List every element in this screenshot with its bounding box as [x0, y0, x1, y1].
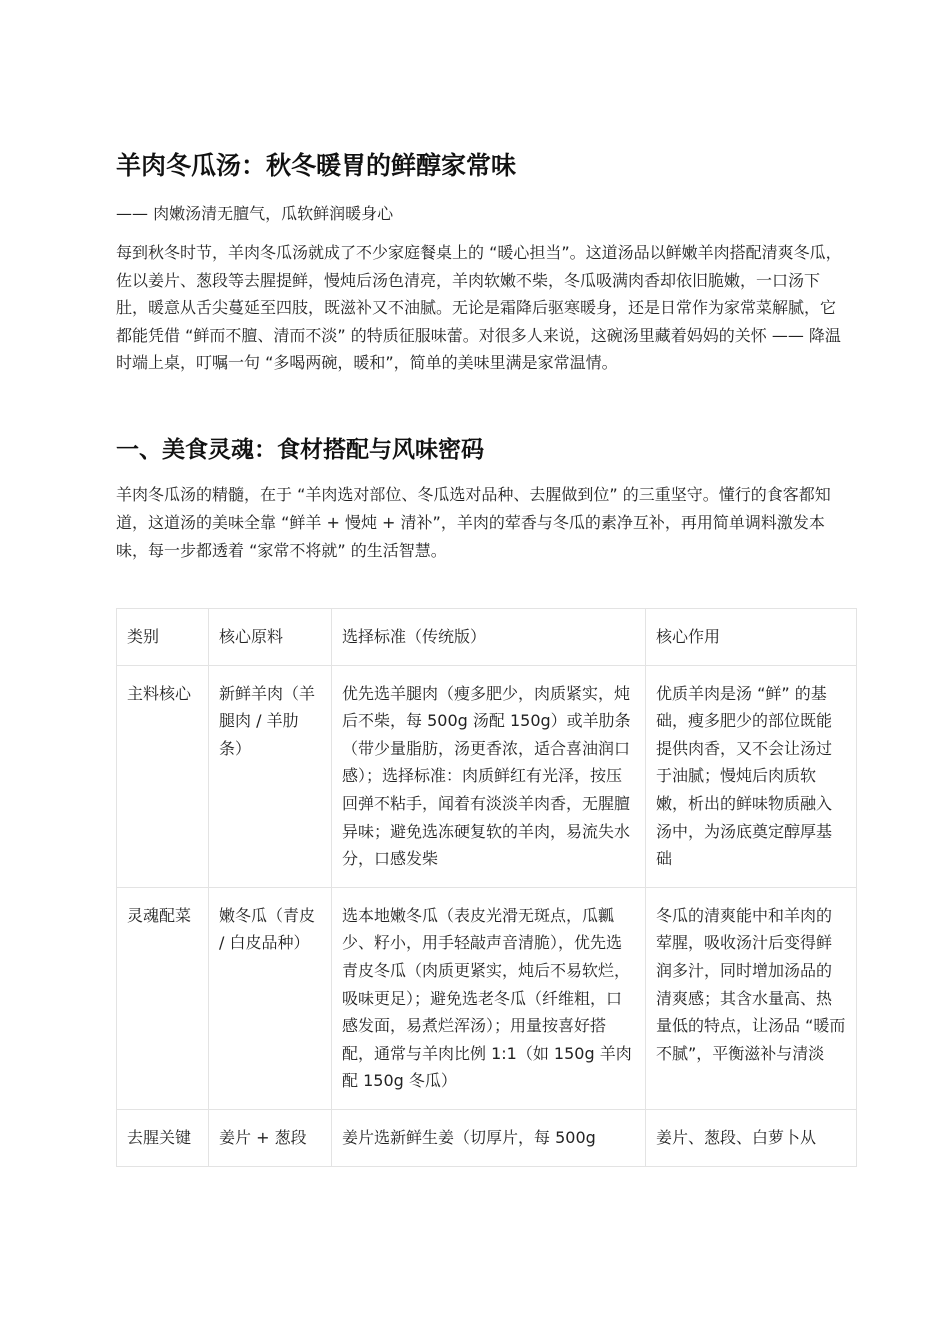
section-paragraph: 羊肉冬瓜汤的精髓，在于 “羊肉选对部位、冬瓜选对品种、去腥做到位” 的三重坚守。懂行的食客都知道，这道汤的美味全靠 “鲜羊 + 慢炖 + 清补”，羊肉的荤香与冬瓜的素净互补，再用简单调料激发本味，每一步都透着 “家常不将就” 的生活智慧。 [116, 485, 831, 560]
cell-standard: 选本地嫩冬瓜（表皮光滑无斑点，瓜瓤少、籽小，用手轻敲声音清脆），优先选青皮冬瓜（肉质更紧实，炖后不易软烂，吸味更足）；避免选老冬瓜（纤维粗，口感发面，易煮烂浑汤）；用量按喜好搭配，通常与羊肉比例 1:1（如 150g 羊肉配 150g 冬瓜） [332, 887, 646, 1109]
ingredient-table [116, 608, 857, 1167]
intro-paragraph: 每到秋冬时节，羊肉冬瓜汤就成了不少家庭餐桌上的 “暖心担当”。这道汤品以鲜嫩羊肉搭配清爽冬瓜，佐以姜片、葱段等去腥提鲜，慢炖后汤色清亮，羊肉软嫩不柴，冬瓜吸满肉香却依旧脆嫩，一口汤下肚，暖意从舌尖蔓延至四肢，既滋补又不油腻。无论是霜降后驱寒暖身，还是日常作为家常菜解腻，它都能凭借 “鲜而不膻、清而不淡” 的特质征服味蕾。对很多人来说，这碗汤里藏着妈妈的关怀 —— 降温时端上桌，叮嘱一句 “多喝两碗，暖和”，简单的美味里满是家常温情。 [116, 243, 842, 373]
cell-standard: 姜片选新鲜生姜（切厚片，每 500g [332, 1109, 646, 1166]
cell-category: 灵魂配菜 [117, 887, 209, 1109]
article-title: 羊肉冬瓜汤：秋冬暖胃的鲜醇家常味 [116, 151, 517, 180]
cell-category: 去腥关键 [117, 1109, 209, 1166]
cell-standard: 优先选羊腿肉（瘦多肥少，肉质紧实，炖后不柴，每 500g 汤配 150g）或羊肋条（带少量脂肪，汤更香浓，适合喜油润口感）；选择标准：肉质鲜红有光泽，按压回弹不粘手，闻着有淡淡羊肉香，无腥膻异味；避免选冻硬复软的羊肉，易流失水分，口感发柴 [332, 665, 646, 887]
cell-role: 优质羊肉是汤 “鲜” 的基础，瘦多肥少的部位既能提供肉香，又不会让汤过于油腻；慢炖后肉质软嫩，析出的鲜味物质融入汤中，为汤底奠定醇厚基础 [646, 665, 857, 887]
cell-ingredient: 新鲜羊肉（羊腿肉 / 羊肋条） [209, 665, 332, 887]
table-header-row [117, 609, 857, 666]
cell-ingredient: 姜片 + 葱段 [209, 1109, 332, 1166]
header-ingredient: 核心原料 [209, 609, 332, 666]
header-category: 类别 [117, 609, 209, 666]
cell-category: 主料核心 [117, 665, 209, 887]
cell-role: 姜片、葱段、白萝卜从 [646, 1109, 857, 1166]
table-row [117, 1109, 857, 1166]
header-role: 核心作用 [646, 609, 857, 666]
header-standard: 选择标准（传统版） [332, 609, 646, 666]
ingredient-table-wrapper [116, 608, 856, 1167]
section-heading: 一、美食灵魂：食材搭配与风味密码 [116, 437, 484, 463]
cell-role: 冬瓜的清爽能中和羊肉的荤腥，吸收汤汁后变得鲜润多汁，同时增加汤品的清爽感；其含水量高、热量低的特点，让汤品 “暖而不腻”，平衡滋补与清淡 [646, 887, 857, 1109]
article-subtitle: —— 肉嫩汤清无膻气，瓜软鲜润暖身心 [116, 204, 394, 223]
table-row [117, 665, 857, 887]
table-row [117, 887, 857, 1109]
cell-ingredient: 嫩冬瓜（青皮 / 白皮品种） [209, 887, 332, 1109]
